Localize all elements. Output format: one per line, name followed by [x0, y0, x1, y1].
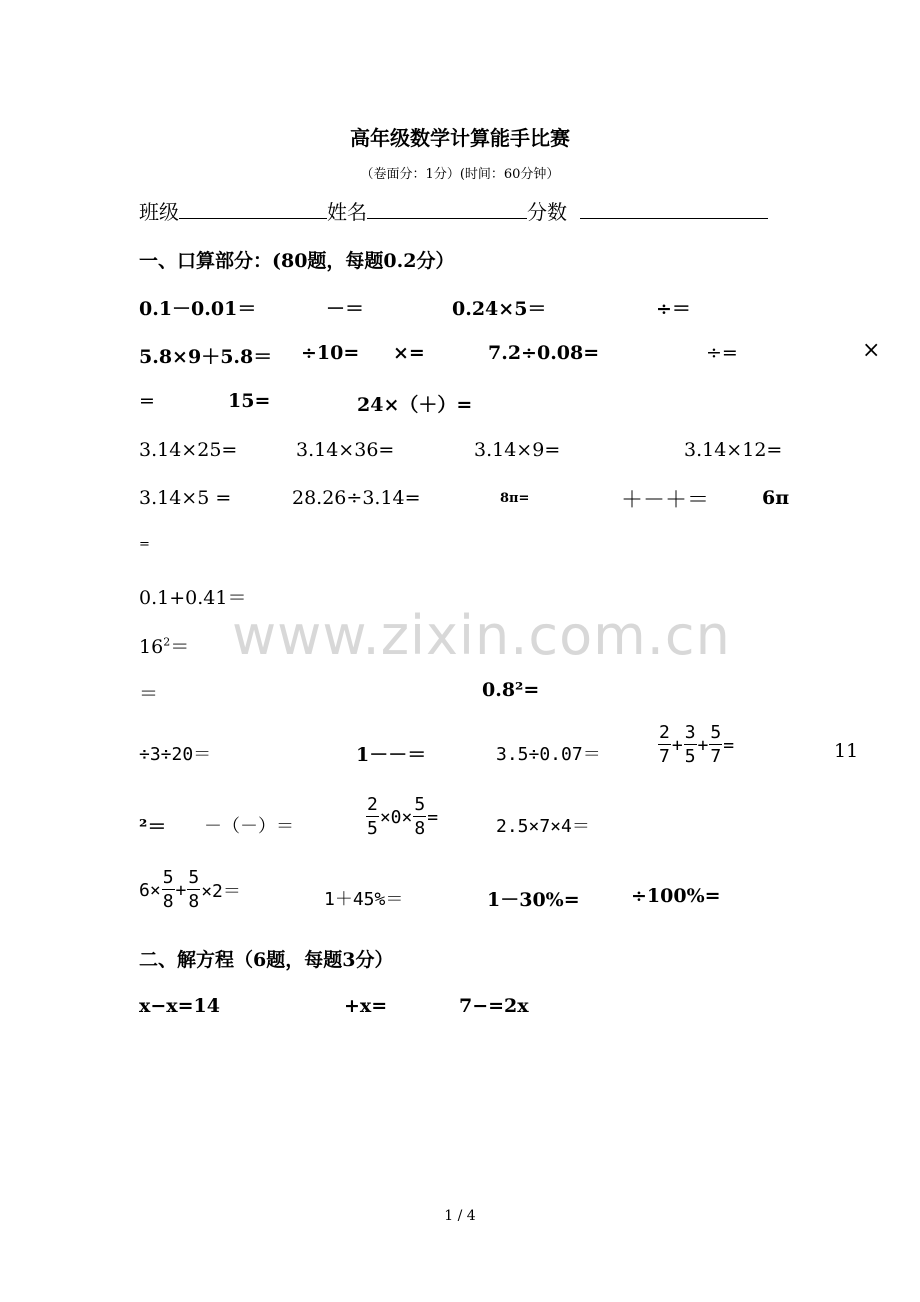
fraction: $\frac{2}{7}$ [659, 722, 670, 767]
problem: 7.2÷0.08= [488, 342, 600, 364]
problem: 0.24×5＝ [452, 298, 547, 320]
problem-exponent: 2 [163, 635, 171, 649]
problem: －（－）＝ [204, 816, 294, 837]
problem: ÷＝ [656, 298, 691, 320]
equation: x−x=14 [139, 995, 220, 1017]
problem [139, 632, 189, 659]
equation: +x= [344, 995, 388, 1017]
problem: ×= [393, 342, 425, 364]
problem: 3.14×9= [474, 439, 561, 461]
class-label: 班级 [139, 200, 179, 224]
problem: ÷= [706, 342, 738, 364]
problem: 0.1+0.41＝ [139, 587, 247, 609]
problem: 3.14×25= [139, 439, 238, 461]
operator: + [671, 734, 683, 756]
fraction-expression [365, 796, 438, 838]
operator: = [723, 734, 735, 756]
score-blank[interactable] [580, 202, 768, 219]
problem: ＋－＋＝ [621, 488, 710, 513]
problem-base: 16 [139, 636, 164, 658]
problem: 3.5÷0.07＝ [496, 744, 601, 765]
problem: ÷10= [301, 342, 360, 364]
problem: × [862, 338, 881, 363]
problem: 8π= [500, 491, 530, 506]
operator: ×0× [379, 806, 413, 828]
problem: = [139, 390, 155, 412]
problem: 1＋45%＝ [324, 889, 404, 910]
problem: 1－－＝ [356, 744, 427, 766]
equation: 7−=2x [459, 995, 529, 1017]
fraction: $\frac{5}{8}$ [188, 867, 200, 912]
problem: －＝ [326, 298, 365, 320]
page-subtitle: （卷面分：1分）(时间：60分钟） [360, 167, 560, 182]
section1-heading: 一、口算部分：(80题，每题0.2分） [139, 250, 455, 272]
problem: 1－30%= [487, 889, 580, 911]
operator: + [697, 734, 709, 756]
operator: 6× [139, 879, 161, 901]
fraction: $\frac{2}{5}$ [367, 794, 378, 839]
class-blank[interactable] [179, 202, 327, 219]
problem: 24×（＋）= [357, 394, 473, 416]
section2-heading: 二、解方程（6题，每题3分） [139, 949, 394, 971]
fraction: $\frac{5}{8}$ [162, 867, 174, 912]
problem: ÷100%= [631, 885, 721, 907]
problem: ²＝ [139, 816, 167, 838]
page-number: 1 / 4 [444, 1208, 476, 1224]
problem: 15= [228, 390, 271, 412]
problem: 0.1－0.01＝ [139, 298, 257, 320]
problem: ÷3÷20＝ [139, 744, 212, 765]
page-title: 高年级数学计算能手比赛 [350, 126, 570, 150]
problem: 0.8²= [482, 679, 540, 701]
name-label: 姓名 [327, 200, 367, 224]
problem: 28.26÷3.14= [292, 487, 421, 509]
fraction-expression [657, 724, 734, 766]
fraction: $\frac{5}{7}$ [710, 722, 722, 767]
watermark-text: www.zixin.com.cn [232, 604, 731, 667]
operator: + [175, 879, 187, 901]
problem: 3.14×12= [684, 439, 783, 461]
problem: ＝ [139, 683, 159, 705]
fraction: $\frac{3}{5}$ [684, 722, 696, 767]
problem: = [139, 537, 150, 552]
problem: 5.8×9＋5.8＝ [139, 346, 273, 368]
operator: = [427, 806, 439, 828]
fraction-expression [139, 869, 241, 911]
problem: 11 [834, 740, 859, 762]
info-fields [139, 196, 768, 225]
fraction: $\frac{5}{8}$ [414, 794, 426, 839]
problem: 3.14×36= [296, 439, 395, 461]
problem: 3.14×5 = [139, 487, 232, 509]
problem: 2.5×7×4＝ [496, 816, 590, 837]
problem-equals: ＝ [170, 636, 190, 658]
score-label: 分数 [527, 200, 567, 224]
problem: 6π [762, 487, 790, 509]
operator: ×2＝ [201, 881, 241, 902]
name-blank[interactable] [367, 202, 527, 219]
